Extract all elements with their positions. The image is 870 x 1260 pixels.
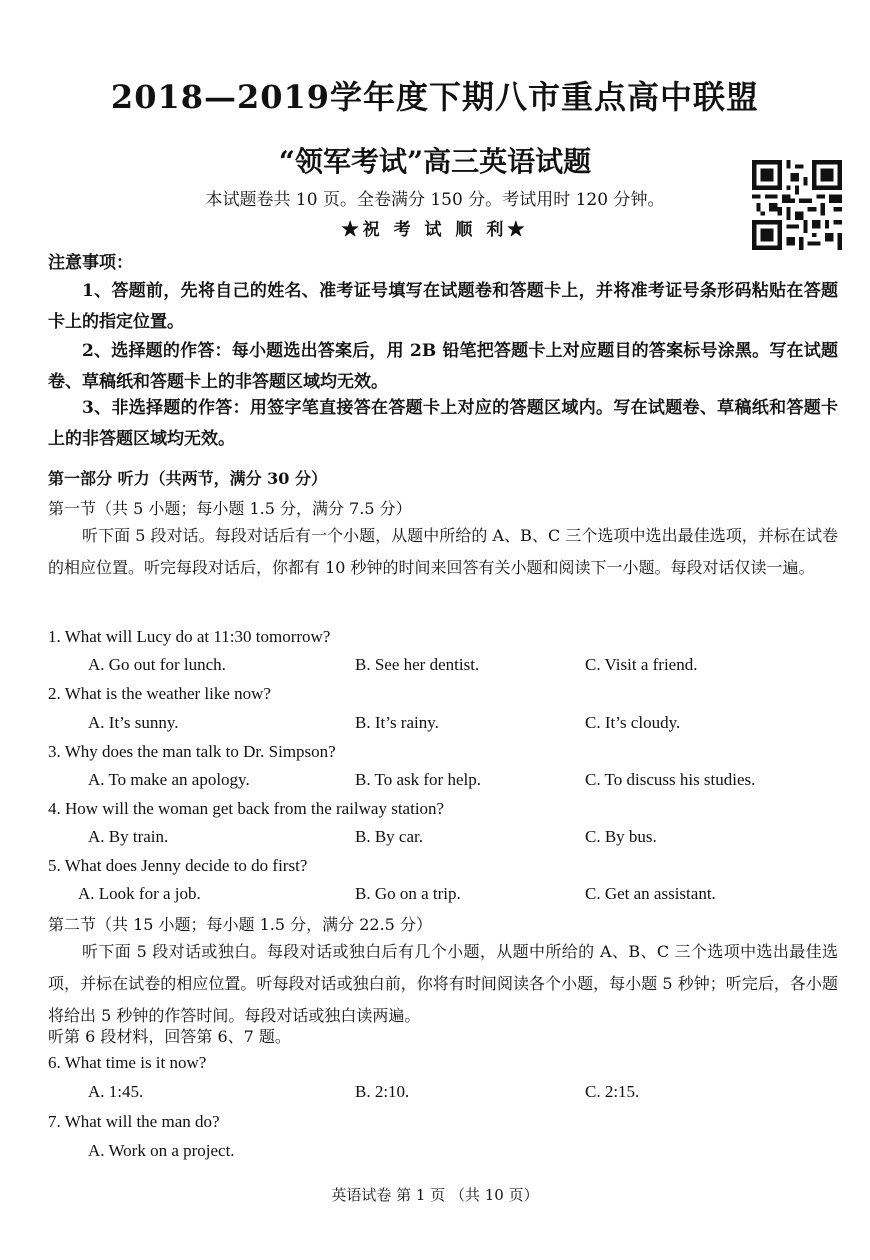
exam-title-line1: 2018—2019学年度下期八市重点高中联盟 xyxy=(110,78,760,116)
question-2-option-a: A. It’s sunny. xyxy=(88,713,179,732)
part1-heading: 第一部分 听力（共两节，满分 30 分） xyxy=(48,469,327,488)
section1-instructions: 听下面 5 段对话。每段对话后有一个小题，从题中所给的 A、B、C 三个选项中选出最佳选项，并标在试卷的相应位置。听完每段对话后，你都有 10 秒钟的时间来回答有关小题和阅读下一小题。每段对话仅读一遍。 xyxy=(48,526,838,577)
question-3-option-c: C. To discuss his studies. xyxy=(585,770,756,789)
note-item-1: 1、答题前，先将自己的姓名、准考证号填写在试题卷和答题卡上，并将准考证号条形码粘贴在答题卡上的指定位置。 xyxy=(48,281,838,332)
exam-info: 本试题卷共 10 页。全卷满分 150 分。考试用时 120 分钟。 xyxy=(205,190,665,210)
question-1-option-a: A. Go out for lunch. xyxy=(88,655,226,674)
qr-code-icon xyxy=(752,160,842,250)
question-6-option-b: B. 2:10. xyxy=(355,1082,410,1101)
question-4: 4. How will the woman get back from the railway station? xyxy=(48,799,445,818)
question-4-option-c: C. By bus. xyxy=(585,827,657,846)
question-4-option-b: B. By car. xyxy=(355,827,423,846)
question-2-option-b: B. It’s rainy. xyxy=(355,713,439,732)
question-5-option-a: A. Look for a job. xyxy=(78,884,201,903)
section2-instructions: 听下面 5 段对话或独白。每段对话或独白后有几个小题，从题中所给的 A、B、C 三个选项中选出最佳选项，并标在试卷的相应位置。听每段对话或独白前，你将有时间阅读各个小题，每小题 5 秒钟；听完后，各小题将给出 5 秒钟的作答时间。每段对话或独白读两遍。 xyxy=(48,942,838,1025)
question-5-option-b: B. Go on a trip. xyxy=(355,884,461,903)
question-1: 1. What will Lucy do at 11:30 tomorrow? xyxy=(48,627,331,646)
question-3-option-a: A. To make an apology. xyxy=(88,770,250,789)
question-1-option-b: B. See her dentist. xyxy=(355,655,480,674)
question-5: 5. What does Jenny decide to do first? xyxy=(48,856,308,875)
notes-heading: 注意事项： xyxy=(48,253,133,273)
question-5-option-c: C. Get an assistant. xyxy=(585,884,716,903)
question-1-option-c: C. Visit a friend. xyxy=(585,655,698,674)
note-item-3: 3、非选择题的作答：用签字笔直接答在答题卡上对应的答题区域内。写在试题卷、草稿纸和答题卡上的非答题区域均无效。 xyxy=(48,398,838,449)
section1-heading: 第一节（共 5 小题；每小题 1.5 分，满分 7.5 分） xyxy=(48,499,412,518)
note-item-2: 2、选择题的作答：每小题选出答案后，用 2B 铅笔把答题卡上对应题目的答案标号涂黑。写在试题卷、草稿纸和答题卡上的非答题区域均无效。 xyxy=(48,341,838,392)
question-6-option-c: C. 2:15. xyxy=(585,1082,640,1101)
question-2: 2. What is the weather like now? xyxy=(48,684,271,703)
question-3-option-b: B. To ask for help. xyxy=(355,770,481,789)
material-note: 听第 6 段材料，回答第 6、7 题。 xyxy=(48,1027,291,1046)
good-luck-text: ★祝 考 试 顺 利★ xyxy=(341,220,529,240)
question-7-option-a: A. Work on a project. xyxy=(88,1141,235,1160)
question-6-option-a: A. 1:45. xyxy=(88,1082,144,1101)
question-6: 6. What time is it now? xyxy=(48,1053,207,1072)
section2-heading: 第二节（共 15 小题；每小题 1.5 分，满分 22.5 分） xyxy=(48,915,432,934)
page-footer: 英语试卷 第 1 页 （共 10 页） xyxy=(331,1186,539,1204)
exam-title-line2: “领军考试”高三英语试题 xyxy=(278,145,592,178)
question-3: 3. Why does the man talk to Dr. Simpson? xyxy=(48,742,336,761)
question-7: 7. What will the man do? xyxy=(48,1112,220,1131)
question-2-option-c: C. It’s cloudy. xyxy=(585,713,681,732)
question-4-option-a: A. By train. xyxy=(88,827,169,846)
